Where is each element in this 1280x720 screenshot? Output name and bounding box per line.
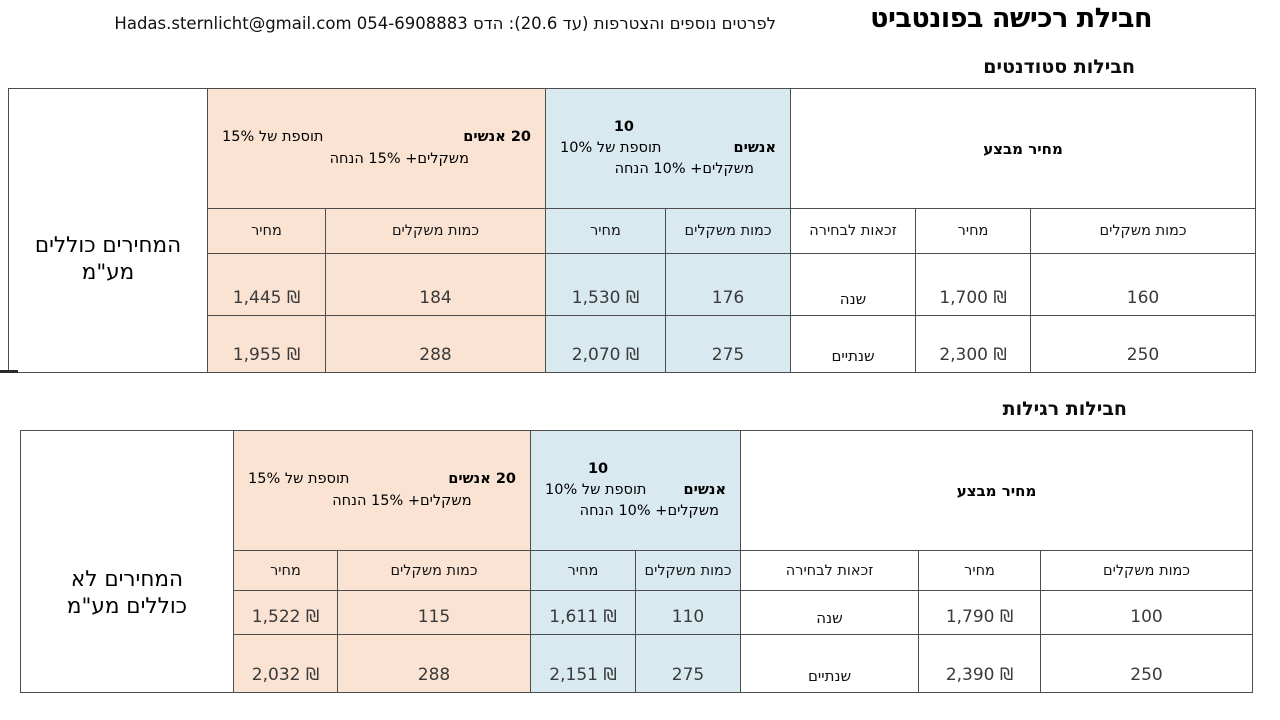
- students-packages-table: [8, 88, 1256, 373]
- section-title-students: חבילות סטודנטים: [983, 56, 1135, 78]
- cell-qty: 250: [1031, 316, 1256, 373]
- col-header-price: מחיר: [919, 551, 1041, 591]
- section-title-regular: חבילות רגילות: [1002, 398, 1127, 420]
- cell-price: 2,300 ₪: [916, 316, 1031, 373]
- col-header-g20-price: מחיר: [234, 551, 338, 591]
- promo-price-header: מחיר מבצע: [741, 431, 1253, 551]
- group-20-addition: תוספת של 15%: [222, 129, 324, 146]
- group-10-size-number: 10: [587, 460, 609, 477]
- cell-eligibility: שנה: [791, 254, 916, 316]
- group-10-addition: תוספת של 10%: [545, 481, 647, 498]
- table-row: [9, 89, 1256, 209]
- col-header-qty: כמות משקלים: [1041, 551, 1253, 591]
- cell-g20-price: 1,445 ₪: [208, 254, 326, 316]
- group-10-addition2: משקלים+ 10% הנחה: [614, 161, 754, 177]
- col-header-g10-price: מחיר: [546, 209, 666, 254]
- cell-g20-price: 2,032 ₪: [234, 635, 338, 693]
- cell-g10-qty: 275: [636, 635, 741, 693]
- cell-price: 1,700 ₪: [916, 254, 1031, 316]
- cell-g20-price: 1,522 ₪: [234, 591, 338, 635]
- cell-g10-price: 2,151 ₪: [531, 635, 636, 693]
- vat-note: המחירים לא כוללים מע"מ: [66, 566, 188, 619]
- cell-price: 1,790 ₪: [919, 591, 1041, 635]
- cell-g20-qty: 184: [326, 254, 546, 316]
- cell-qty: 250: [1041, 635, 1253, 693]
- group-10-header: [546, 89, 791, 209]
- border-artifact: [0, 370, 18, 373]
- contact-info: לפרטים נוספים והצטרפות (עד 20.6): הדס 054-6908883 Hadas.sternlicht@gmail.com: [114, 14, 776, 33]
- col-header-qty: כמות משקלים: [1031, 209, 1256, 254]
- cell-g20-price: 1,955 ₪: [208, 316, 326, 373]
- group-20-size-label: 20 אנשים: [448, 471, 516, 488]
- cell-price: 2,390 ₪: [919, 635, 1041, 693]
- vat-note: המחירים כוללים מע"מ: [34, 232, 182, 285]
- cell-eligibility: שנה: [741, 591, 919, 635]
- group-20-addition2: משקלים+ 15% הנחה: [329, 150, 469, 167]
- group-10-header: [531, 431, 741, 551]
- cell-g20-qty: 288: [338, 635, 531, 693]
- cell-g10-price: 1,611 ₪: [531, 591, 636, 635]
- cell-g10-qty: 110: [636, 591, 741, 635]
- col-header-eligibility: זכאות לבחירה: [741, 551, 919, 591]
- col-header-g20-qty: כמות משקלים: [326, 209, 546, 254]
- cell-g20-qty: 115: [338, 591, 531, 635]
- group-20-addition2: משקלים+ 15% הנחה: [332, 492, 472, 509]
- cell-qty: 100: [1041, 591, 1253, 635]
- col-header-g10-qty: כמות משקלים: [636, 551, 741, 591]
- vat-note-cell: [21, 431, 234, 693]
- col-header-g10-price: מחיר: [531, 551, 636, 591]
- cell-g20-qty: 288: [326, 316, 546, 373]
- cell-qty: 160: [1031, 254, 1256, 316]
- group-20-size-label: 20 אנשים: [463, 129, 531, 146]
- cell-g10-qty: 176: [666, 254, 791, 316]
- col-header-g20-qty: כמות משקלים: [338, 551, 531, 591]
- group-10-size-number: 10: [613, 118, 634, 135]
- table-row: [21, 431, 1253, 551]
- cell-eligibility: שנתיים: [791, 316, 916, 373]
- cell-eligibility: שנתיים: [741, 635, 919, 693]
- page-title: חבילת רכישה בפונטביט: [870, 3, 1152, 34]
- group-20-addition: תוספת של 15%: [248, 471, 350, 488]
- group-20-header: [234, 431, 531, 551]
- group-10-size-label: אנשים: [683, 481, 727, 498]
- cell-g10-price: 1,530 ₪: [546, 254, 666, 316]
- col-header-price: מחיר: [916, 209, 1031, 254]
- promo-price-header: מחיר מבצע: [791, 89, 1256, 209]
- regular-packages-table: [20, 430, 1253, 693]
- col-header-g20-price: מחיר: [208, 209, 326, 254]
- cell-g10-price: 2,070 ₪: [546, 316, 666, 373]
- vat-note-cell: [9, 89, 208, 373]
- col-header-g10-qty: כמות משקלים: [666, 209, 791, 254]
- group-10-addition2: משקלים+ 10% הנחה: [579, 503, 719, 519]
- group-10-addition: תוספת של 10%: [560, 139, 662, 156]
- group-10-size-label: אנשים: [733, 139, 777, 156]
- group-20-header: [208, 89, 546, 209]
- col-header-eligibility: זכאות לבחירה: [791, 209, 916, 254]
- cell-g10-qty: 275: [666, 316, 791, 373]
